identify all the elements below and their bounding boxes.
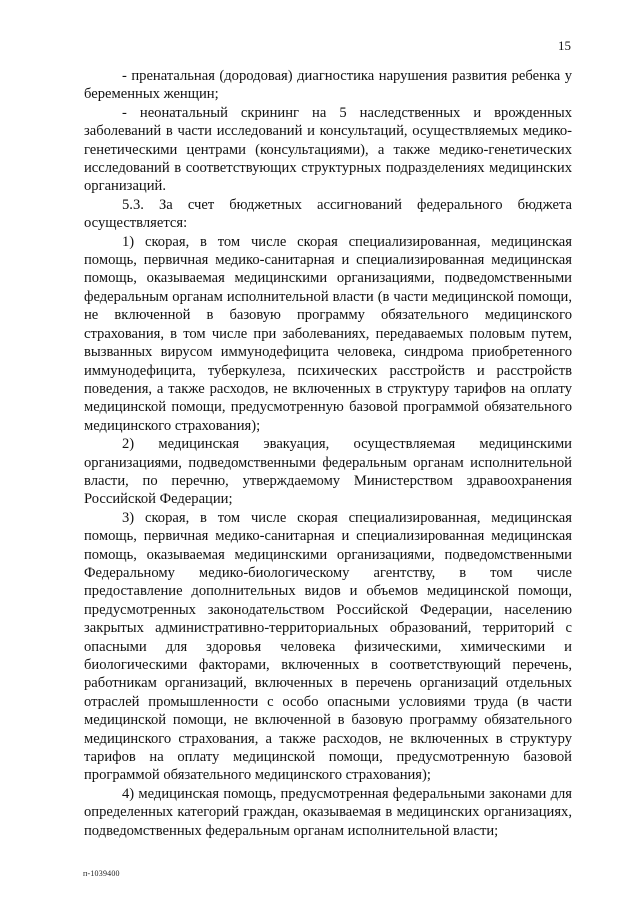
paragraph-neonatal-screening: - неонатальный скрининг на 5 наследственных и врожденных заболеваний в части исследований и консультаций, осуществляемых медико-генетическими центрами (консультациями), а также медико-генетических исследований в соответствующих структурных подразделениях медицинских организаций. [84,104,572,195]
paragraph-item-1: 1) скорая, в том числе скорая специализированная, медицинская помощь, первичная медико-санитарная и специализированная медицинская помощь, оказываемая медицинскими организациями, подведомственными федеральным органам исполнительной власти (в части медицинской помощи, не включенной в базовую программу обязательного медицинского страхования, в том числе при заболеваниях, передаваемых половым путем, вызванных вирусом иммунодефицита человека, синдрома приобретенного иммунодефицита, туберкулеза, психических расстройств и расстройств поведения, а также расходов, не включенных в структуру тарифов на оплату медицинской помощи, предусмотренную базовой программой обязательного медицинского страхования); [84,233,572,434]
document-body [84,67,572,840]
paragraph-item-2: 2) медицинская эвакуация, осуществляемая медицинскими организациями, подведомственными федеральным органам исполнительной власти, по перечню, утверждаемому Министерством здравоохранения Российской Федерации; [84,436,572,508]
paragraph-item-4: 4) медицинская помощь, предусмотренная федеральными законами для определенных категорий граждан, оказываемая в медицинских организациях, подведомственных федеральным органам исполнительной власти; [84,785,572,839]
document-footer-code: п-1039400 [83,869,120,878]
paragraph-item-3: 3) скорая, в том числе скорая специализированная, медицинская помощь, первичная медико-санитарная и специализированная медицинская помощь, оказываемая медицинскими организациями, подведомственными Федеральному медико-биологическому агентству, в том числе предоставление дополнительных видов и объемов медицинской помощи, предусмотренных законодательством Российской Федерации, населению закрытых административно-территориальных образований, территорий с опасными для здоровья человека физическими, химическими и биологическими факторами, включенных в соответствующий перечень, работникам организаций, включенных в перечень организаций отдельных отраслей промышленности с особо опасными условиями труда (в части медицинской помощи, не включенной в базовую программу обязательного медицинского страхования, а также расходов, не включенных в структуру тарифов на оплату медицинской помощи, предусмотренную базовой программой обязательного медицинского страхования); [84,509,572,784]
page-number: 15 [558,38,571,53]
paragraph-section-5-3: 5.3. За счет бюджетных ассигнований федерального бюджета осуществляется: [84,196,572,232]
paragraph-prenatal-diagnostics: - пренатальная (дородовая) диагностика нарушения развития ребенка у беременных женщин; [84,68,572,103]
